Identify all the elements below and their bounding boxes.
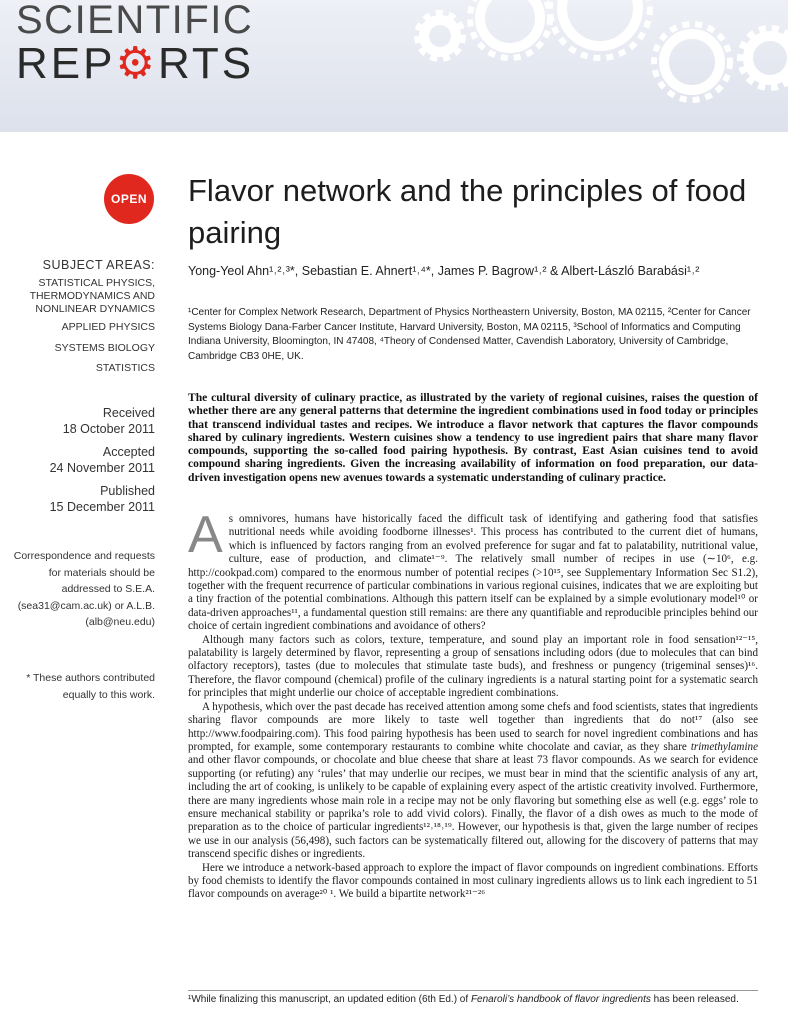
accepted-label: Accepted (102, 445, 155, 459)
body-paragraph-4: Here we introduce a network-based approach to explore the impact of flavor compounds on ingredient combinations. Efforts by food chemists to identify the flavor compounds contained in most culinary ingredients allows us to link each ingredient to 51 flavor compounds on average²⁰ ¹. We build a bipartite network²¹⁻²⁶ (188, 861, 758, 901)
article-title: Flavor network and the principles of food pairing (188, 173, 747, 250)
article-body (188, 506, 758, 902)
subject-link-statistics[interactable]: STATISTICS (95, 362, 155, 374)
drop-cap: A (188, 506, 223, 564)
journal-header (0, 0, 788, 132)
subject-link-systems-biology[interactable]: SYSTEMS BIOLOGY (54, 342, 155, 354)
abstract: The cultural diversity of culinary practice, as illustrated by the variety of regional cuisines, raises the question of whether there are any general patterns that determine the ingredient combinations used in food today or principles that transcend individual tastes and recipes. We introduce a flavor network that captures the flavor compounds shared by culinary ingredients. Western cuisines show a tendency to use ingredient pairs that share many flavor compounds, supporting the so-called food pairing hypothesis. By contrast, East Asian cuisines tend to avoid compound sharing ingredients. Given the increasing availability of information on food preparation, our data-driven investigation opens new avenues towards a systematic understanding of culinary practice. (188, 391, 758, 484)
received-date: 18 October 2011 (62, 422, 155, 436)
affiliations: ¹Center for Complex Network Research, Department of Physics Northeastern University, Boston, MA 02115, ²Center for Cancer Systems Biology Dana-Farber Cancer Institute, Harvard University, Boston, MA 02115, ³School of Informatics and Computing Indiana University, Bloomington, IN 47408, ⁴Theory of Condensed Matter, Cavendish Laboratory, University of Cambridge, Cambridge CB3 0HE, UK. (188, 307, 751, 362)
gear-o-icon: ⚙ (115, 39, 158, 88)
author-list: Yong-Yeol Ahn¹˒²˒³*, Sebastian E. Ahnert¹˒⁴*, James P. Bagrow¹˒² & Albert-László Barabási¹˒² (188, 264, 700, 278)
footnote-divider (188, 990, 758, 991)
subject-link-statistical-physics[interactable]: STATISTICAL PHYSICS, THERMODYNAMICS AND NONLINEAR DYNAMICS (29, 277, 155, 315)
body-paragraph-3: A hypothesis, which over the past decade has received attention among some chefs and food scientists, states that ingredients sharing flavor compounds are more likely to taste well together than ingredients that do not¹⁷ (also see http://www.foodpairing.com). This food pairing hypothesis has been used to search for novel ingredient combinations and has prompted, for example, some contemporary restaurants to combine white chocolate and caviar, as they share trimethylamine and other flavor compounds, or chocolate and blue cheese that share at least 73 flavor compounds. As we search for evidence supporting (or refuting) any ‘rules’ that may underlie our recipes, we must bear in mind that the scientific analysis of any art, including the art of cooking, is unlikely to be capable of explaining every aspect of the artistic creativity involved. Furthermore, there are many ingredients whose main role in a recipe may not be only flavoring but something else as well (e.g. eggs’ role to ensure mechanical stability or paprika’s role to add vivid colors). Finally, the flavor of a dish owes as much to the mode of preparation as to the choice of particular ingredients¹²˒¹⁸˒¹⁹. However, our hypothesis is that, given the large number of recipes we use in our analysis (56,498), such factors can be systematically filtered out, allowing for the discovery of patterns that may transcend specific dishes or ingredients. (188, 700, 758, 861)
received-label: Received (102, 406, 155, 420)
body-paragraph-2: Although many factors such as colors, texture, temperature, and sound play an important role in food sensation¹²⁻¹⁵, palatability is largely determined by flavor, representing a group of sensations including odors (due to molecules that can bind olfactory receptors), tastes (due to molecules that stimulate taste buds), and freshness or pungency (trigeminal senses)¹⁶. Therefore, the flavor compound (chemical) profile of the culinary ingredients is a natural starting point for a systematic search for principles that might underlie our choice of acceptable ingredient combinations. (188, 633, 758, 700)
equal-contribution-note: * These authors contributed equally to this work. (26, 672, 155, 701)
journal-logo-line2: REP⚙RTS (16, 39, 255, 88)
accepted-date: 24 November 2011 (49, 461, 155, 475)
footnote: ¹While finalizing this manuscript, an updated edition (6th Ed.) of Fenaroli’s handbook of flavor ingredients has been released. (188, 994, 739, 1005)
article-dates (10, 405, 155, 515)
published-date: 15 December 2011 (49, 500, 155, 514)
published-label: Published (100, 484, 155, 498)
subject-link-applied-physics[interactable]: APPLIED PHYSICS (61, 321, 155, 333)
subject-areas-heading: SUBJECT AREAS: (42, 258, 155, 272)
correspondence-note: Correspondence and requests for materials should be addressed to S.E.A. (sea31@cam.ac.uk) or A.L.B. (alb@neu.edu) (13, 550, 155, 628)
journal-logo-line1: SCIENTIFIC (16, 0, 254, 42)
body-paragraph-1: As omnivores, humans have historically faced the difficult task of identifying and gathering food that satisfies nutritional needs while avoiding foodborne illnesses¹. This process has contributed to the current diet of humans, which is influenced by factors ranging from an evolved preference for sugar and fat to palatability, nutritional value, culture, ease of production, and climate¹⁻⁹. The relatively small number of recipes in use (∼10⁶, e.g. http://cookpad.com) compared to the enormous number of potential recipes (>10¹⁵, see Supplementary Information Sec S1.2), together with the frequent recurrence of particular combinations in various regional cuisines, indicates that we are exploiting but a tiny fraction of the potential combinations. Although this pattern itself can be explained by a simple evolutionary model¹⁰ or data-driven approaches¹¹, a fundamental question still remains: are there any quantifiable and reproducible principles behind our choice of certain ingredient combinations and avoidance of others? (188, 506, 758, 633)
open-access-badge: OPEN (104, 174, 154, 224)
